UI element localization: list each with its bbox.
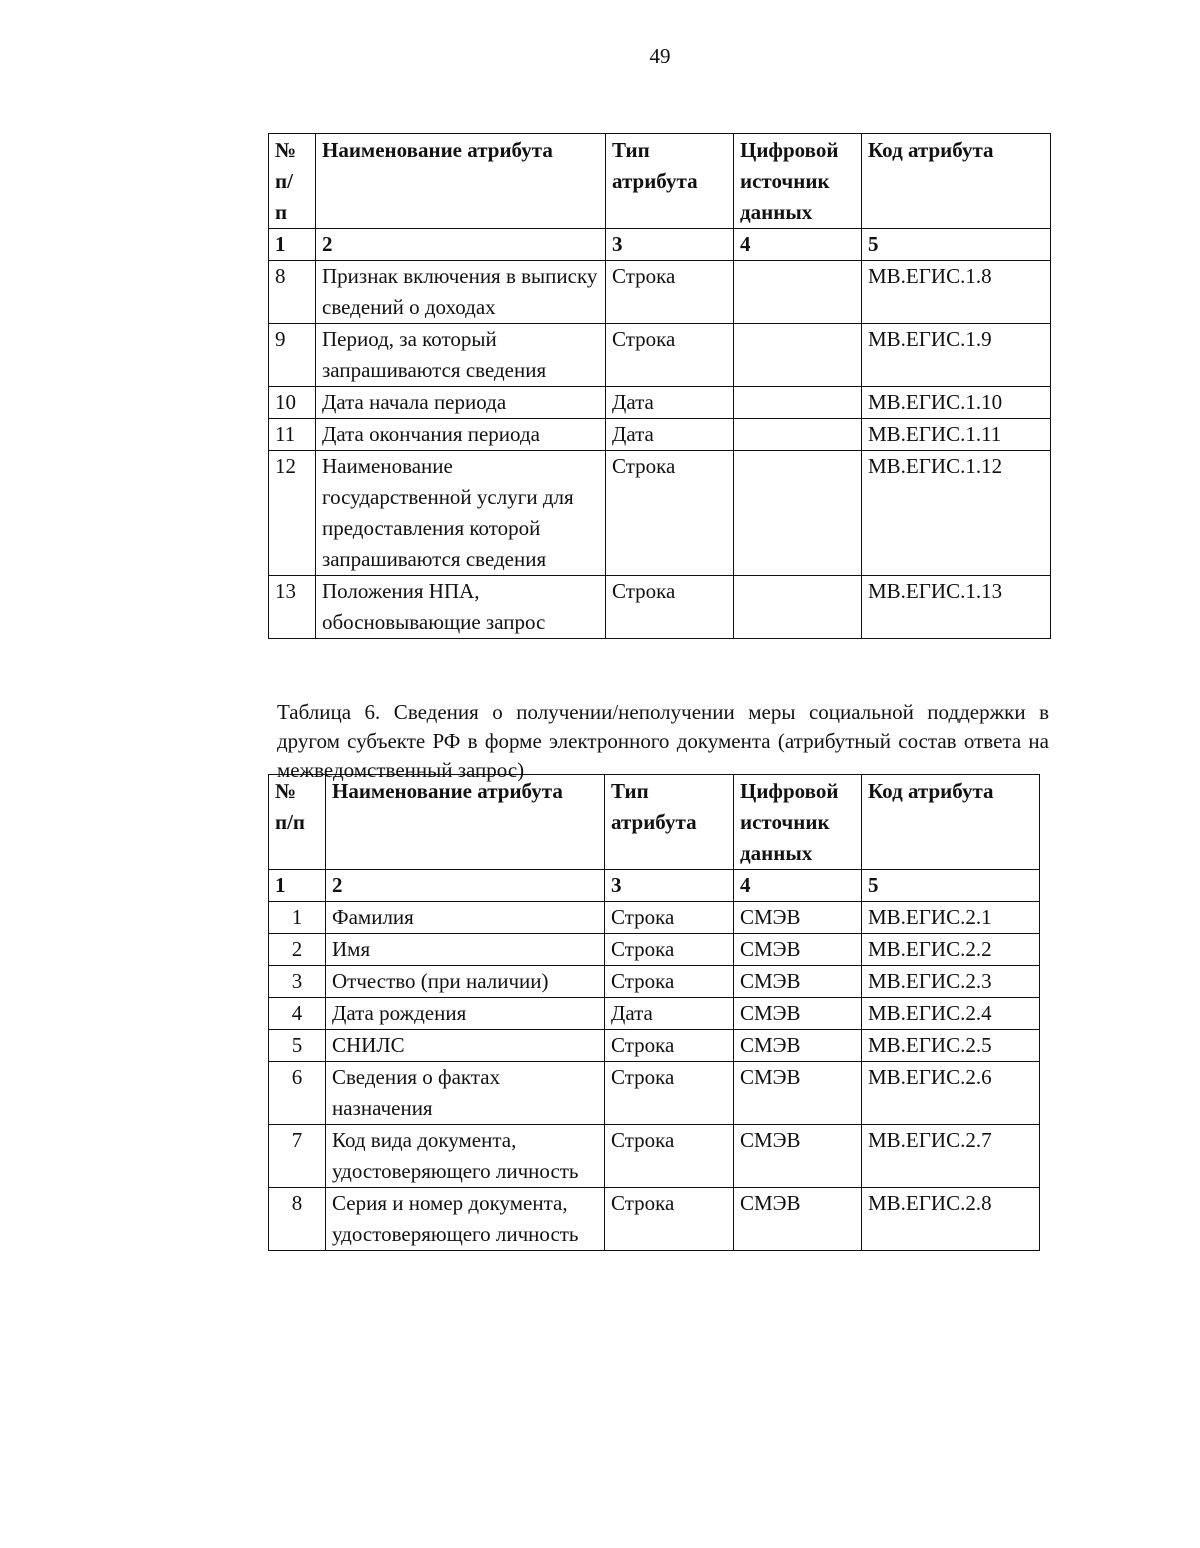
attribute-source — [734, 419, 862, 451]
header-name: Наименование атрибута — [316, 134, 606, 229]
attribute-name: Фамилия — [326, 902, 605, 934]
attribute-source: СМЭВ — [734, 934, 862, 966]
attribute-code: МВ.ЕГИС.2.2 — [862, 934, 1040, 966]
row-num: 4 — [269, 998, 326, 1030]
attribute-name: Серия и номер документа, удостоверяющего личность — [326, 1188, 605, 1251]
table-row — [269, 998, 1040, 1030]
row-num: 10 — [269, 387, 316, 419]
attribute-table-6 — [268, 774, 1040, 1251]
attribute-source — [734, 387, 862, 419]
column-number: 4 — [734, 229, 862, 261]
column-number: 4 — [734, 870, 862, 902]
attribute-code: МВ.ЕГИС.2.7 — [862, 1125, 1040, 1188]
column-number: 2 — [326, 870, 605, 902]
attribute-name: Дата начала периода — [316, 387, 606, 419]
attribute-type: Строка — [605, 1188, 734, 1251]
attribute-type: Строка — [606, 324, 734, 387]
table-row — [269, 451, 1051, 576]
attribute-type: Строка — [606, 576, 734, 639]
column-number: 2 — [316, 229, 606, 261]
row-num: 6 — [269, 1062, 326, 1125]
table-row — [269, 1062, 1040, 1125]
row-num: 5 — [269, 1030, 326, 1062]
row-num: 11 — [269, 419, 316, 451]
column-number-row — [269, 229, 1051, 261]
table-row — [269, 1030, 1040, 1062]
attribute-name: Сведения о фактах назначения — [326, 1062, 605, 1125]
attribute-code: МВ.ЕГИС.1.13 — [862, 576, 1051, 639]
attribute-source — [734, 324, 862, 387]
attribute-source: СМЭВ — [734, 966, 862, 998]
attribute-name: Код вида документа, удостоверяющего личность — [326, 1125, 605, 1188]
table-row — [269, 387, 1051, 419]
attribute-source: СМЭВ — [734, 1125, 862, 1188]
attribute-type: Строка — [606, 451, 734, 576]
table-row — [269, 576, 1051, 639]
attribute-name: Наименование государственной услуги для предоставления которой запрашиваются сведения — [316, 451, 606, 576]
attribute-type: Строка — [605, 1030, 734, 1062]
column-number: 5 — [862, 870, 1040, 902]
attribute-type: Дата — [605, 998, 734, 1030]
table-row — [269, 261, 1051, 324]
header-num: № п/п — [269, 775, 326, 870]
table-row — [269, 1125, 1040, 1188]
attribute-name: Отчество (при наличии) — [326, 966, 605, 998]
attribute-source — [734, 261, 862, 324]
attribute-code: МВ.ЕГИС.2.6 — [862, 1062, 1040, 1125]
header-num: № п/ п — [269, 134, 316, 229]
row-num: 12 — [269, 451, 316, 576]
attribute-name: СНИЛС — [326, 1030, 605, 1062]
attribute-code: МВ.ЕГИС.1.11 — [862, 419, 1051, 451]
row-num: 3 — [269, 966, 326, 998]
header-source: Цифровой источник данных — [734, 134, 862, 229]
header-type: Тип атрибута — [606, 134, 734, 229]
row-num: 8 — [269, 261, 316, 324]
table-row — [269, 966, 1040, 998]
attribute-name: Дата рождения — [326, 998, 605, 1030]
attribute-code: МВ.ЕГИС.1.9 — [862, 324, 1051, 387]
attribute-name: Признак включения в выписку сведений о доходах — [316, 261, 606, 324]
attribute-source: СМЭВ — [734, 1062, 862, 1125]
header-source: Цифровой источник данных — [734, 775, 862, 870]
attribute-code: МВ.ЕГИС.2.4 — [862, 998, 1040, 1030]
attribute-code: МВ.ЕГИС.2.8 — [862, 1188, 1040, 1251]
attribute-code: МВ.ЕГИС.1.10 — [862, 387, 1051, 419]
attribute-source: СМЭВ — [734, 1188, 862, 1251]
row-num: 1 — [269, 902, 326, 934]
table-row — [269, 324, 1051, 387]
attribute-code: МВ.ЕГИС.2.1 — [862, 902, 1040, 934]
column-number: 3 — [605, 870, 734, 902]
attribute-type: Строка — [605, 934, 734, 966]
row-num: 8 — [269, 1188, 326, 1251]
attribute-source: СМЭВ — [734, 998, 862, 1030]
attribute-code: МВ.ЕГИС.2.3 — [862, 966, 1040, 998]
column-number: 1 — [269, 870, 326, 902]
attribute-type: Строка — [605, 966, 734, 998]
column-number: 1 — [269, 229, 316, 261]
row-num: 2 — [269, 934, 326, 966]
row-num: 7 — [269, 1125, 326, 1188]
header-type: Тип атрибута — [605, 775, 734, 870]
table-row — [269, 419, 1051, 451]
attribute-name: Имя — [326, 934, 605, 966]
attribute-source: СМЭВ — [734, 1030, 862, 1062]
attribute-source — [734, 451, 862, 576]
table-header-row — [269, 775, 1040, 870]
header-name: Наименование атрибута — [326, 775, 605, 870]
column-number-row — [269, 870, 1040, 902]
row-num: 9 — [269, 324, 316, 387]
column-number: 3 — [606, 229, 734, 261]
table-row — [269, 934, 1040, 966]
attribute-type: Строка — [605, 1125, 734, 1188]
attribute-type: Строка — [605, 902, 734, 934]
attribute-type: Дата — [606, 387, 734, 419]
header-code: Код атрибута — [862, 134, 1051, 229]
attribute-name: Период, за который запрашиваются сведения — [316, 324, 606, 387]
attribute-name: Дата окончания периода — [316, 419, 606, 451]
table-row — [269, 902, 1040, 934]
header-code: Код атрибута — [862, 775, 1040, 870]
attribute-type: Строка — [606, 261, 734, 324]
row-num: 13 — [269, 576, 316, 639]
table-caption: Таблица 6. Сведения о получении/неполучении меры социальной поддержки в другом субъекте РФ в форме электронного документа (атрибутный состав ответа на межведомственный запрос) — [277, 700, 1049, 782]
attribute-type: Строка — [605, 1062, 734, 1125]
attribute-code: МВ.ЕГИС.2.5 — [862, 1030, 1040, 1062]
attribute-source: СМЭВ — [734, 902, 862, 934]
attribute-name: Положения НПА, обосновывающие запрос — [316, 576, 606, 639]
column-number: 5 — [862, 229, 1051, 261]
attribute-code: МВ.ЕГИС.1.8 — [862, 261, 1051, 324]
table-header-row — [269, 134, 1051, 229]
attribute-type: Дата — [606, 419, 734, 451]
attribute-table-continued — [268, 133, 1051, 639]
table-row — [269, 1188, 1040, 1251]
attribute-source — [734, 576, 862, 639]
page-number: 49 — [649, 44, 671, 68]
attribute-code: МВ.ЕГИС.1.12 — [862, 451, 1051, 576]
